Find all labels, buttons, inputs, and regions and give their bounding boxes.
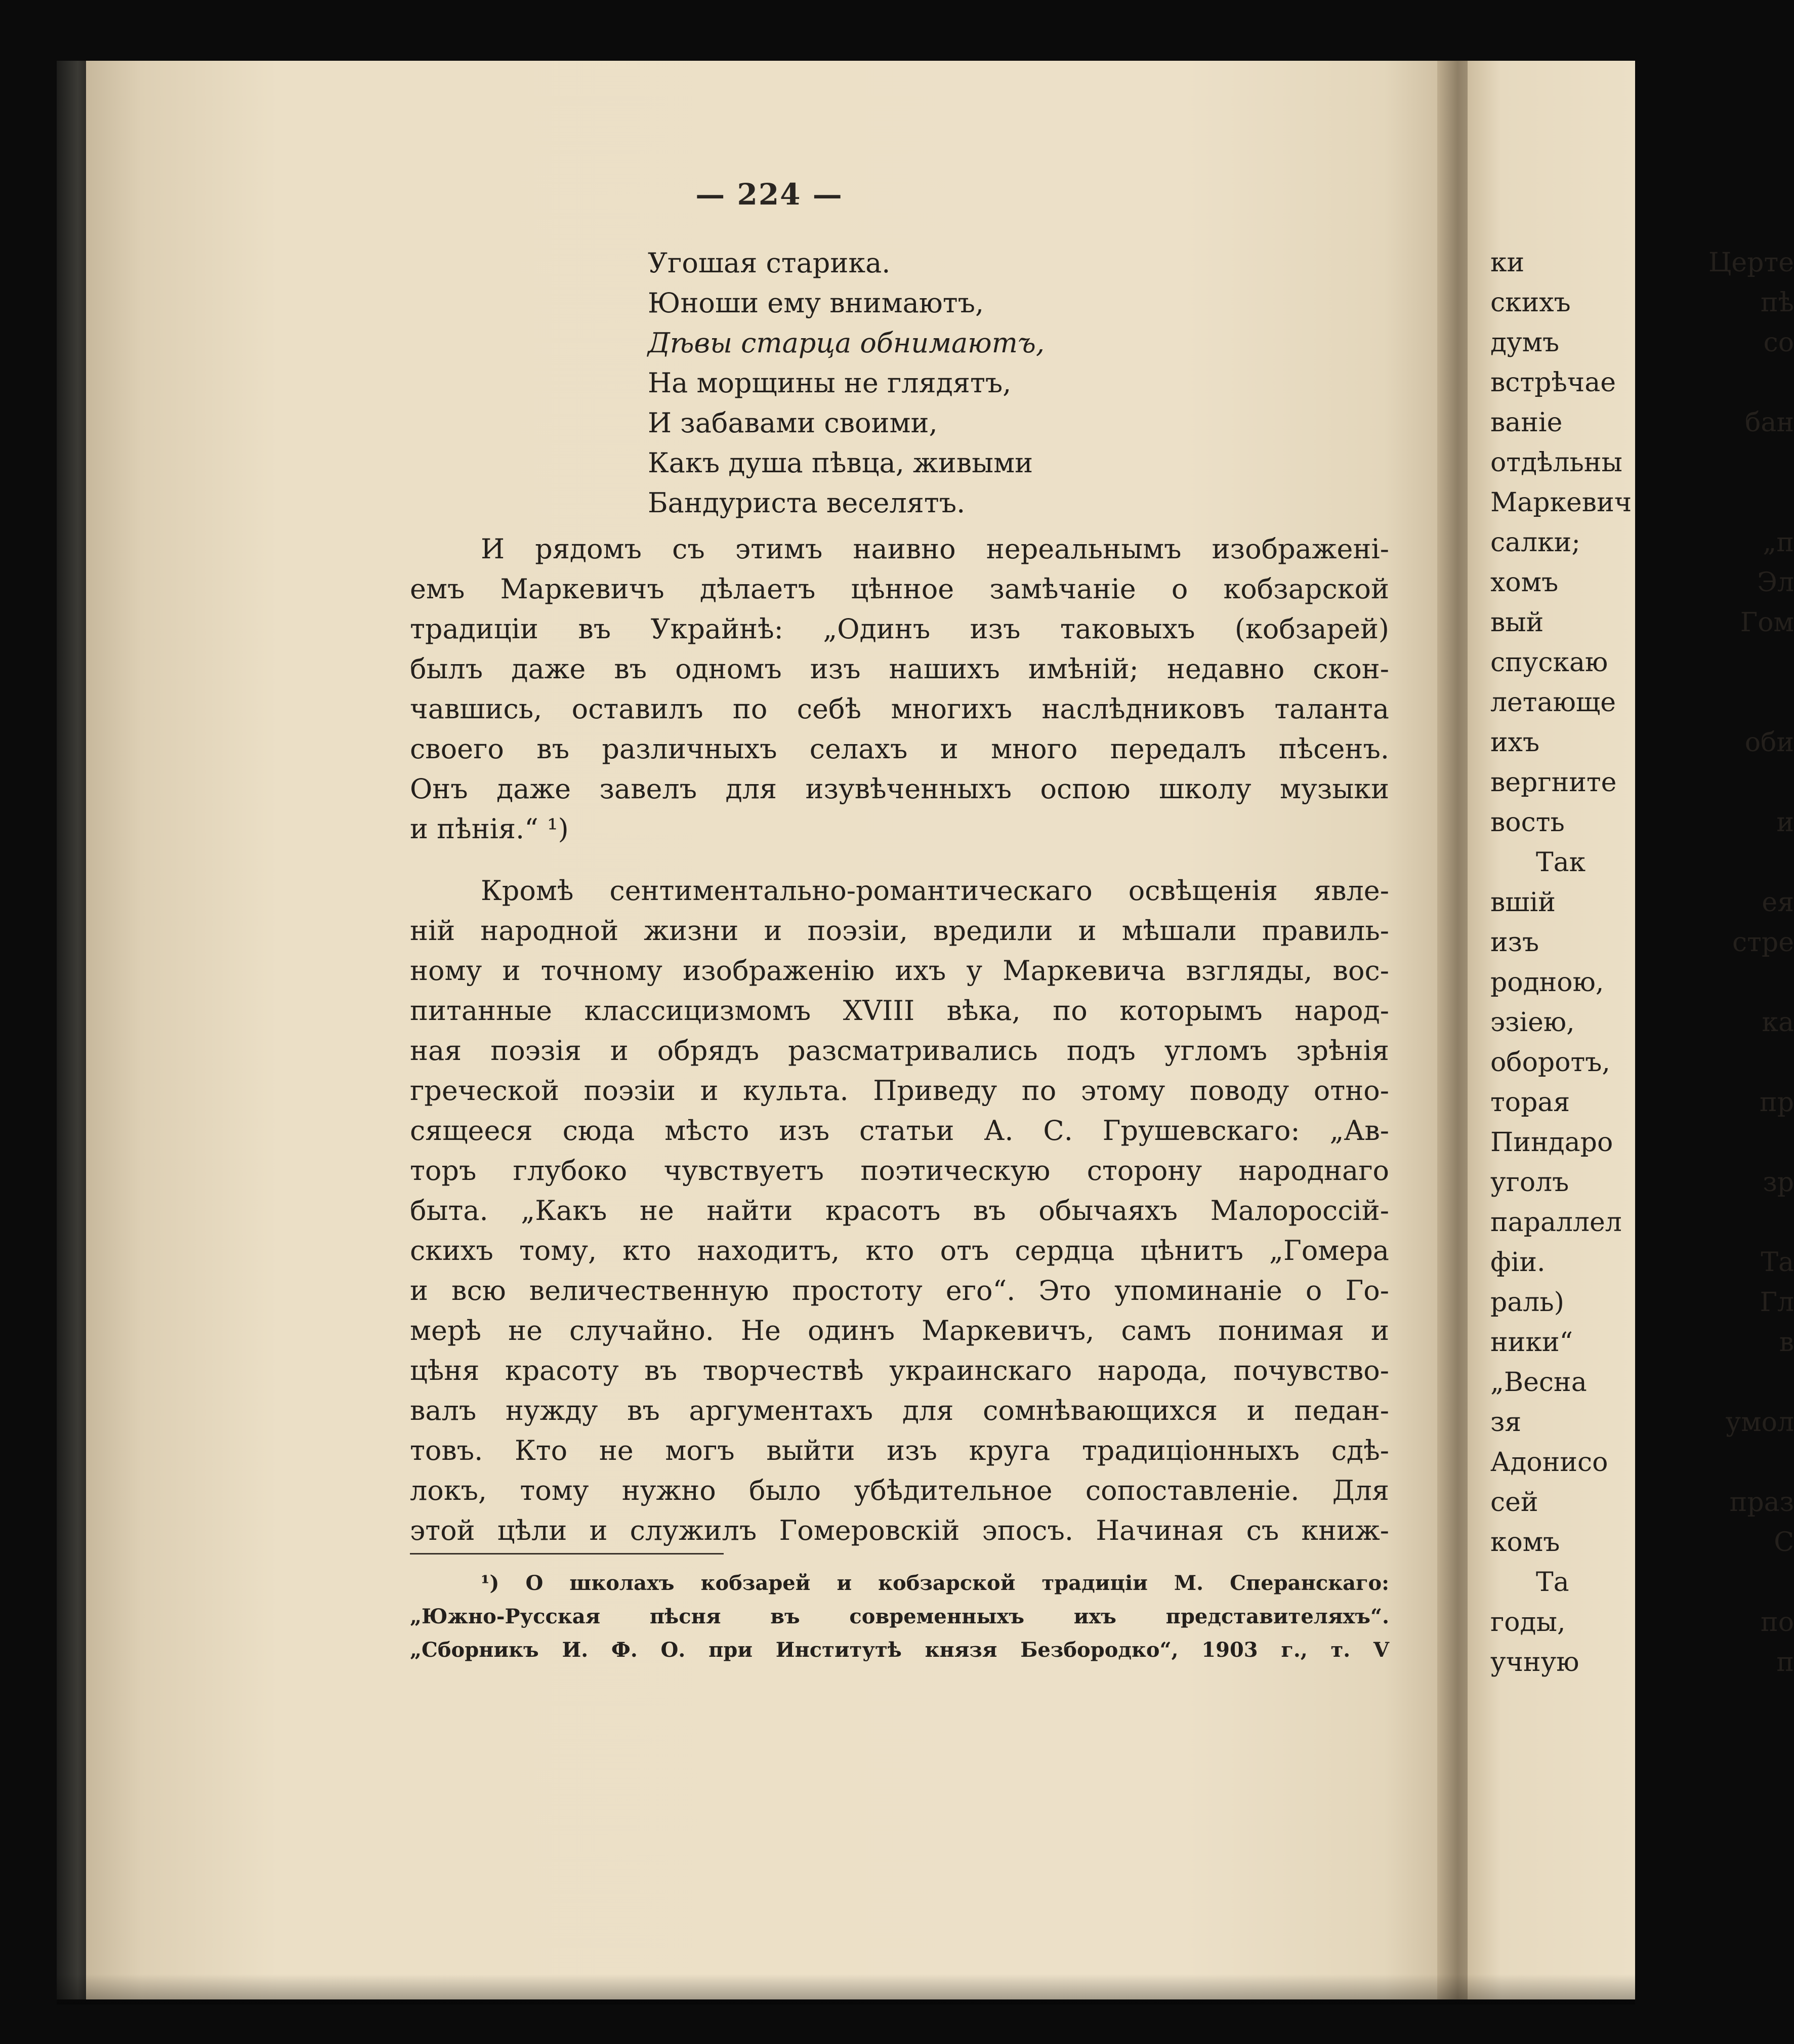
right-page-line: ваніе бан: [1490, 407, 1794, 438]
footnote: [410, 1567, 1389, 1667]
text-line: ній народной жизни и поэзіи, вредили и мѣшали правиль-: [410, 915, 1389, 947]
verse-line: Юноши ему внимаютъ,: [648, 287, 984, 319]
text-line: традиціи въ Украйнѣ: „Одинъ изъ таковыхъ (кобзарей): [410, 613, 1389, 645]
right-page-line: параллел: [1490, 1207, 1622, 1238]
paragraph-1: [410, 529, 1389, 849]
right-page-line: вшій ея: [1490, 887, 1794, 918]
right-page-line: хомъ Эл: [1490, 567, 1794, 598]
text-line: Онъ даже завелъ для изувѣченныхъ оспою школу музыки: [410, 773, 1389, 805]
text-line: емъ Маркевичъ дѣлаетъ цѣнное замѣчаніе о кобзарской: [410, 573, 1389, 605]
text-line: ному и точному изображенію ихъ у Маркевича взгляды, вос-: [410, 955, 1389, 987]
verse-line: Угошая старика.: [648, 247, 891, 279]
right-page-line: оборотъ,: [1490, 1047, 1610, 1078]
right-page-line: родною,: [1490, 967, 1604, 998]
right-page-line: Пиндаро: [1490, 1127, 1613, 1158]
right-page: [1468, 61, 1794, 1999]
right-page-line: Маркевич: [1490, 487, 1632, 518]
right-page-line: „Весна: [1490, 1367, 1587, 1398]
right-page-line: вергните: [1490, 767, 1617, 798]
right-page-line: уголъ зр: [1490, 1167, 1794, 1198]
verse-line: Какъ душа пѣвца, живыми: [648, 447, 1033, 479]
text-line: своего въ различныхъ селахъ и много передалъ пѣсенъ.: [410, 733, 1389, 765]
footnote-line: „Сборникъ И. Ф. О. при Институтѣ князя Безбородко“, 1903 г., т. V: [410, 1638, 1389, 1662]
right-page-line: спускаю: [1490, 647, 1608, 678]
right-page-line: зя умол: [1490, 1407, 1794, 1438]
right-page-line: салки; „п: [1490, 527, 1794, 558]
text-line: сящееся сюда мѣсто изъ статьи А. С. Грушевскаго: „Ав-: [410, 1115, 1389, 1147]
text-line: торъ глубоко чувствуетъ поэтическую сторону народнаго: [410, 1155, 1389, 1187]
verse-line: Бандуриста веселятъ.: [648, 487, 966, 519]
text-line: Кромѣ сентиментально-романтическаго освѣщенія явле-: [481, 875, 1389, 907]
right-page-line: летающе: [1490, 687, 1616, 718]
right-page-line: торая пр: [1490, 1087, 1794, 1118]
text-line: питанные классицизмомъ XVIII вѣка, по которымъ народ-: [410, 995, 1389, 1027]
text-line: цѣня красоту въ творчествѣ украинскаго народа, почувство-: [410, 1355, 1389, 1386]
text-line: валъ нужду въ аргументахъ для сомнѣвающихся и педан-: [410, 1395, 1389, 1426]
verse-line: Дѣвы старца обнимаютъ,: [648, 327, 1045, 359]
right-page-line: учную п: [1490, 1647, 1794, 1678]
right-page-line: комъ С: [1490, 1527, 1794, 1558]
footnote-rule: [410, 1553, 724, 1555]
right-page-line: ихъ оби: [1490, 727, 1794, 758]
verse-line: На морщины не глядятъ,: [648, 367, 1012, 399]
right-page-line: раль) Гл: [1490, 1287, 1794, 1318]
text-line: и всю величественную простоту его“. Это упоминаніе о Го-: [410, 1275, 1389, 1306]
text-line: греческой поэзіи и культа. Приведу по этому поводу отно-: [410, 1075, 1389, 1107]
verse-line: И забавами своими,: [648, 407, 938, 439]
left-page: [86, 61, 1452, 1999]
text-line: скихъ тому, кто находитъ, кто отъ сердца цѣнитъ „Гомера: [410, 1235, 1389, 1266]
text-line: И рядомъ съ этимъ наивно нереальнымъ изображені-: [481, 533, 1389, 565]
right-page-line: ники“ в: [1490, 1327, 1794, 1358]
right-page-line: ки Церте: [1490, 248, 1794, 278]
right-page-text: [1490, 243, 1794, 1683]
text-line: чавшись, оставилъ по себѣ многихъ наслѣдниковъ таланта: [410, 693, 1389, 725]
right-page-line: годы, по: [1490, 1607, 1794, 1638]
right-page-line: вость и: [1490, 807, 1794, 838]
verse-block: [648, 243, 1255, 523]
text-line: быта. „Какъ не найти красотъ въ обычаяхъ Малороссій-: [410, 1195, 1389, 1227]
page-number: — 224 —: [695, 177, 843, 212]
right-page-line: Адонисо: [1490, 1447, 1608, 1478]
footnote-line: „Южно-Русская пѣсня въ современныхъ ихъ представителяхъ“.: [410, 1605, 1389, 1628]
footnote-line: ¹) О школахъ кобзарей и кобзарской традиціи М. Сперанскаго:: [481, 1571, 1389, 1595]
right-page-line: фіи. Та: [1490, 1247, 1794, 1278]
right-page-line: эзіею, ка: [1490, 1007, 1794, 1038]
right-page-line: вый Гом: [1490, 607, 1794, 638]
right-page-line: встрѣчае: [1490, 367, 1616, 398]
text-line: и пѣнія.“ ¹): [410, 813, 569, 845]
text-line: мерѣ не случайно. Не одинъ Маркевичъ, самъ понимая и: [410, 1315, 1389, 1346]
text-line: былъ даже въ одномъ изъ нашихъ имѣній; недавно скон-: [410, 653, 1389, 685]
bottom-shadow: [57, 1974, 1635, 2005]
text-line: локъ, тому нужно было убѣдительное сопоставленіе. Для: [410, 1475, 1389, 1506]
right-page-line: думъ со: [1490, 328, 1794, 358]
text-line: этой цѣли и служилъ Гомеровскій эпосъ. Начиная съ книж-: [410, 1515, 1389, 1546]
right-page-line: Так: [1536, 847, 1586, 878]
right-page-line: изъ стре: [1490, 927, 1794, 958]
right-page-line: скихъ пѣ: [1490, 288, 1794, 318]
text-line: ная поэзія и обрядъ разсматривались подъ угломъ зрѣнія: [410, 1035, 1389, 1067]
right-page-line: сей праз: [1490, 1487, 1794, 1518]
text-line: товъ. Кто не могъ выйти изъ круга традиціонныхъ сдѣ-: [410, 1435, 1389, 1466]
paragraph-2: [410, 871, 1389, 1550]
right-page-line: Та: [1536, 1567, 1569, 1598]
right-page-line: отдѣльны: [1490, 447, 1622, 478]
